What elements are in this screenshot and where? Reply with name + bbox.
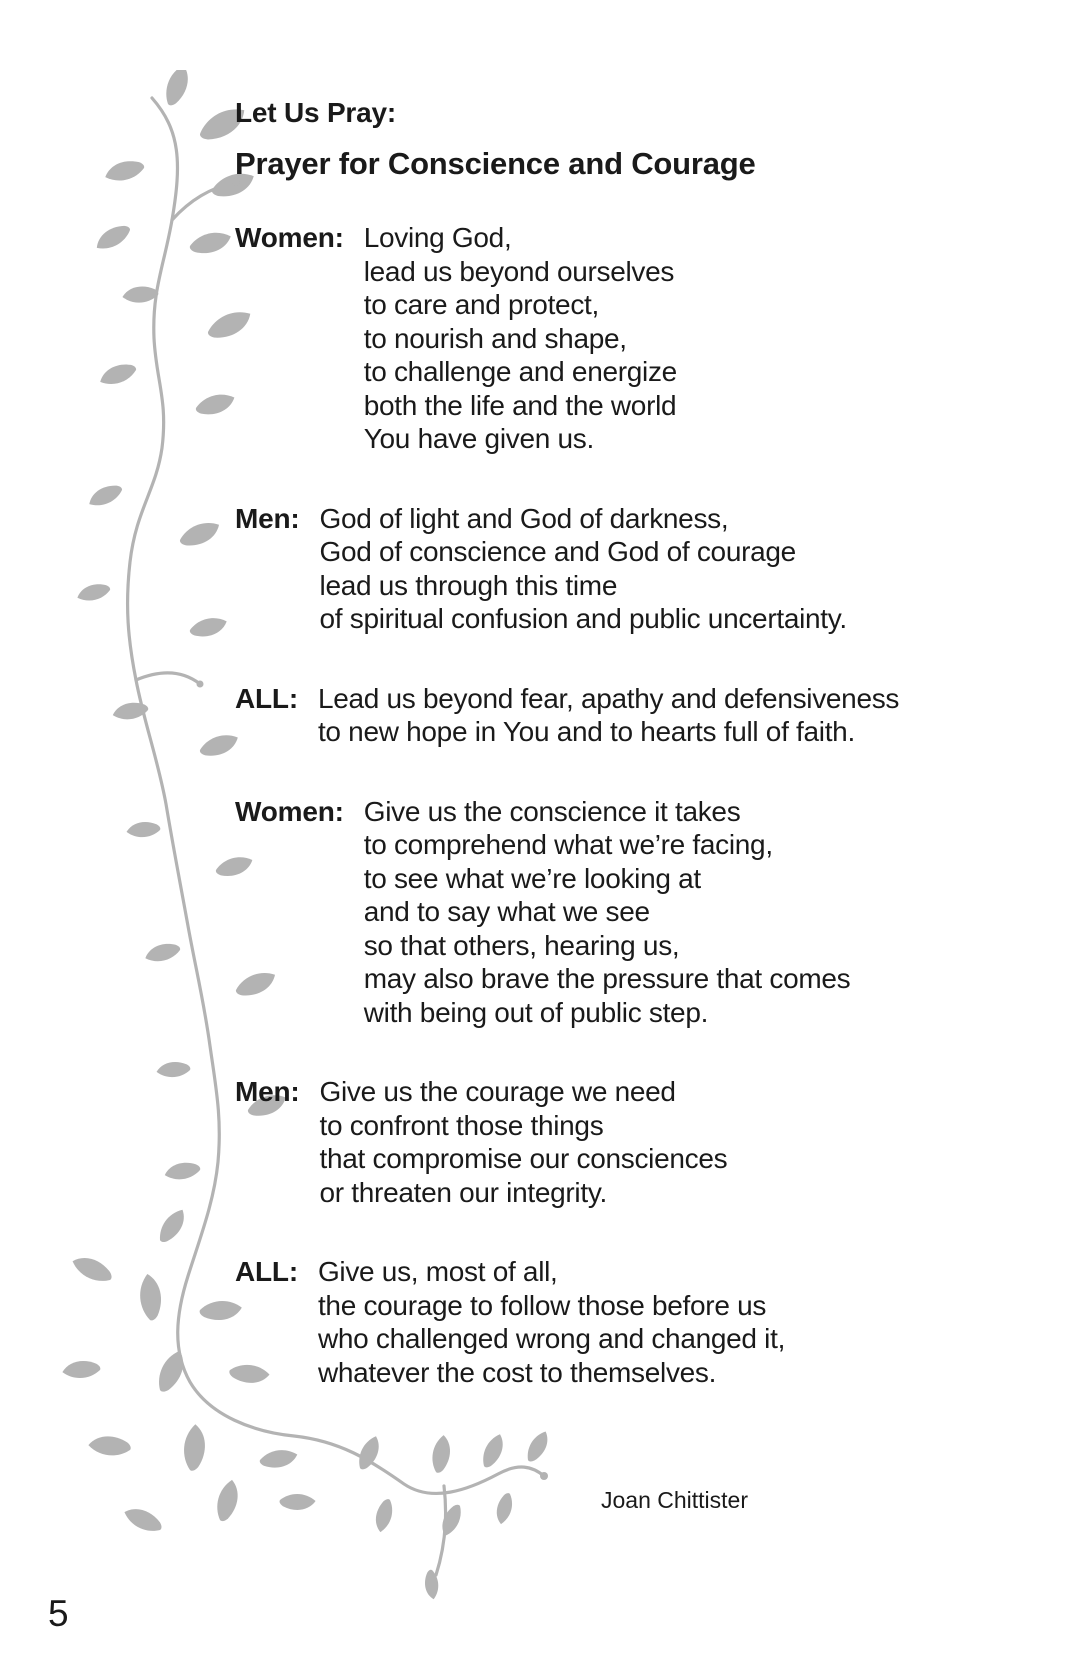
prayer-line: You have given us. — [363, 423, 594, 454]
prayer-line: or threaten our integrity. — [319, 1176, 607, 1208]
prayer-line: lead us through this time — [319, 569, 618, 601]
prayer-line: to comprehend what we’re facing, — [363, 829, 773, 860]
prayer-line: Give us the courage we need — [319, 1076, 676, 1107]
prayer-stanza — [235, 682, 1035, 749]
prayer-line: to see what we’re looking at — [363, 862, 701, 894]
speaker-label: Women: — [235, 795, 344, 827]
author-attribution: Joan Chittister — [601, 1487, 749, 1513]
prayer-line: with being out of public step. — [363, 996, 709, 1028]
stanza-list — [235, 221, 1035, 1389]
prayer-line: to care and protect, — [363, 289, 599, 320]
prayer-line: to nourish and shape, — [363, 322, 627, 354]
prayer-stanza — [235, 1255, 1035, 1389]
prayer-line: so that others, hearing us, — [363, 929, 680, 961]
prayer-line: may also brave the pressure that comes — [363, 963, 851, 994]
prayer-line: to new hope in You and to hearts full of faith. — [317, 716, 855, 747]
speaker-label: Men: — [235, 502, 300, 534]
stanza-lines — [320, 502, 847, 636]
prayer-line: whatever the cost to themselves. — [317, 1356, 717, 1388]
prayer-stanza — [235, 502, 1035, 636]
prayer-line: God of light and God of darkness, — [319, 502, 729, 534]
prayer-line: that compromise our consciences — [319, 1143, 728, 1174]
stanza-lines — [320, 1075, 728, 1209]
stanza-lines — [318, 1255, 785, 1389]
prayer-stanza — [235, 1075, 1035, 1209]
prayer-line: Give us, most of all, — [317, 1256, 558, 1287]
prayer-line: and to say what we see — [363, 896, 650, 927]
prayer-line: of spiritual confusion and public uncertainty. — [319, 603, 847, 634]
prayer-line: God of conscience and God of courage — [319, 536, 796, 567]
prayer-content — [235, 96, 1035, 1389]
prayer-line: the courage to follow those before us — [317, 1289, 767, 1321]
prayer-line: who challenged wrong and changed it, — [317, 1323, 786, 1354]
speaker-label: ALL: — [235, 1256, 298, 1287]
prayer-line: Loving God, — [363, 222, 512, 253]
stanza-lines — [318, 682, 899, 749]
prayer-line: Give us the conscience it takes — [363, 795, 741, 827]
speaker-label: Women: — [235, 222, 344, 253]
page-number: 5 — [48, 1593, 69, 1634]
prayer-stanza — [235, 795, 1035, 1030]
stanza-lines — [364, 795, 851, 1030]
prayer-line: both the life and the world — [363, 389, 677, 421]
page-title: Let Us Pray: — [235, 97, 396, 128]
prayer-line: lead us beyond ourselves — [363, 255, 675, 287]
prayer-stanza — [235, 221, 1035, 456]
prayer-line: to challenge and energize — [363, 356, 677, 387]
speaker-label: Men: — [235, 1076, 300, 1107]
prayer-line: to confront those things — [319, 1109, 604, 1141]
stanza-lines — [364, 221, 677, 456]
prayer-title: Prayer for Conscience and Courage — [235, 146, 756, 181]
prayer-line: Lead us beyond fear, apathy and defensiveness — [317, 682, 900, 714]
speaker-label: ALL: — [235, 682, 298, 714]
